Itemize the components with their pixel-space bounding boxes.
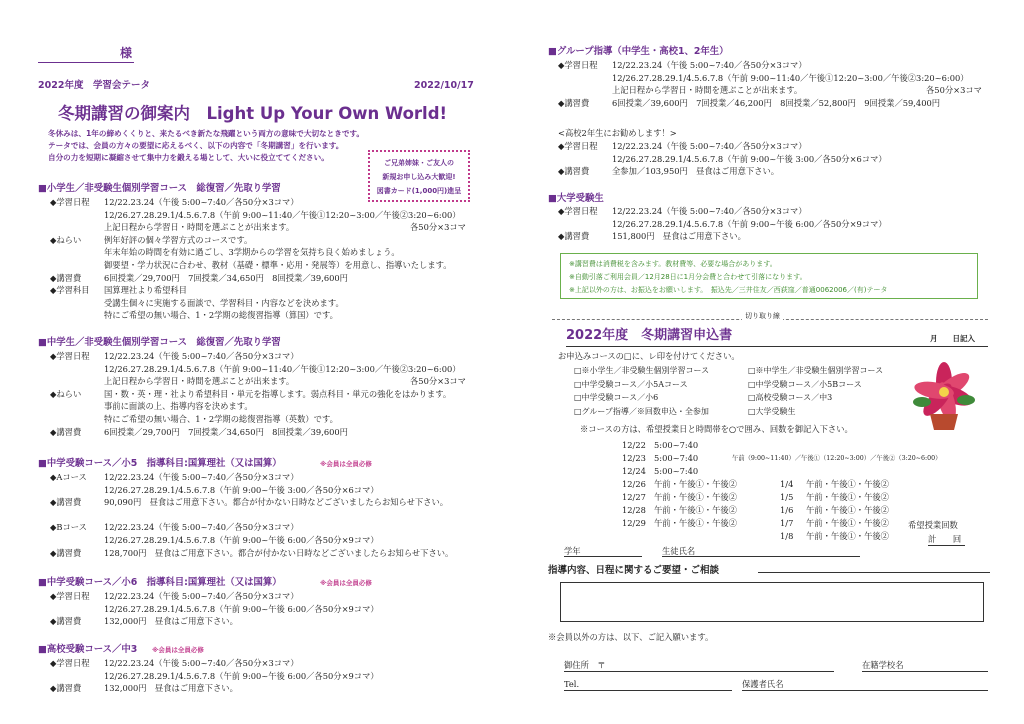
schedule-date: 12/26 <box>622 479 646 489</box>
section-note: ※会員は全員必修 <box>320 460 372 468</box>
schedule-date: 1/8 <box>780 531 794 541</box>
row-value: 6回授業／29,700円 7回授業／34,650円 8回授業／39,600円 <box>104 426 348 437</box>
intro-text <box>48 128 364 164</box>
row-value: 12/22.23.24（午後 5:00~7:40／各50分×3コマ） <box>612 206 807 216</box>
note-line: ※自動引落ご利用会員／12月28日に1月分会費と合わせて引落になります。 <box>569 273 807 281</box>
schedule-slots[interactable]: 午前・午後①・午後② <box>654 492 737 502</box>
student-name-field[interactable] <box>662 556 860 557</box>
row-value: 上記日程から学習日・時間を選ぶことが出来ます。 <box>612 85 803 96</box>
schedule-slots[interactable]: 午前・午後①・午後② <box>806 518 889 528</box>
row-label: ◆Bコース <box>50 522 87 533</box>
flower-pot <box>930 414 958 430</box>
student-name-label: 生徒氏名 <box>662 546 696 556</box>
row-value: 132,000円 昼食はご用意下さい。 <box>104 683 238 694</box>
form-title: 2022年度 冬期講習申込書 <box>566 328 733 343</box>
section-title: ■高校受験コース／中3 <box>38 644 138 655</box>
guardian-field[interactable] <box>742 690 988 691</box>
grade-field[interactable] <box>564 556 642 557</box>
row-value: 国算理社より希望科目 <box>104 285 187 296</box>
group-section-title: ■グループ指導（中学生・高校1、2年生） <box>548 46 729 57</box>
row-value: 12/22.23.24（午後 5:00~7:40／各50分×3コマ） <box>104 658 299 668</box>
schedule-slots[interactable]: 午前・午後①・午後② <box>806 492 889 502</box>
section-note: ※会員は全員必修 <box>152 646 204 654</box>
row-label: ◆講習費 <box>50 616 82 627</box>
row-value: 12/22.23.24（午後 5:00~7:40／各50分×3コマ） <box>104 197 299 207</box>
row-value: 12/22.23.24（午後 5:00~7:40／各50分×3コマ） <box>104 351 299 361</box>
row-value: 12/26.27.28.29.1/4.5.6.7.8（午前 9:00~午後 6:00／各50分×9コマ） <box>104 603 379 614</box>
request-title: 指導内容、日程に関するご要望・ご相談 <box>548 565 720 576</box>
schedule-slots[interactable]: 午前・午後①・午後② <box>806 505 889 515</box>
row-label: ◆講習費 <box>558 231 590 242</box>
row-label: ◆講習費 <box>50 547 82 558</box>
row-label: ◆学習科目 <box>50 285 90 296</box>
header-organization: 2022年度 学習会テータ <box>38 80 150 91</box>
schedule-date: 1/4 <box>780 479 794 489</box>
row-value: 6回授業／29,700円 7回授業／34,650円 8回授業／39,600円 <box>104 272 348 283</box>
promo-line: 図書カード(1,000円)進呈 <box>376 187 462 195</box>
cut-label: 切り取り線 <box>742 312 783 321</box>
intro-line: 自分の力を短期に凝縮させて集中力を鍛える場として、大いに役立ててください。 <box>48 153 329 162</box>
row-label: ◆学習日程 <box>50 351 90 361</box>
row-label: ◆講習費 <box>558 97 590 108</box>
row-value: 90,090円 昼食はご用意下さい。都合が付かない日時などございましたらお知らせ下さい。 <box>104 497 449 508</box>
row-value: 上記日程から学習日・時間を選ぶことが出来ます。 <box>104 222 295 233</box>
row-value: 12/26.27.28.29.1/4.5.6.7.8（午前 9:00~11:40／午後①12:20~3:00／午後②3:20~6:00） <box>104 209 461 220</box>
row-value: 12/26.27.28.29.1/4.5.6.7.8（午前 9:00~11:40／午後①12:20~3:00／午後②3:20~6:00） <box>104 363 461 374</box>
course-checkbox[interactable]: □高校受験コース／中3 <box>748 393 833 403</box>
note-line: ※上記以外の方は、お振込をお願いします。 振込先／三井住友／西荻窪／普通0062006／(有)テータ <box>569 286 888 294</box>
row-label: ◆講習費 <box>558 166 590 177</box>
schedule-date: 12/22 <box>622 440 646 450</box>
row-value: 12/26.27.28.29.1/4.5.6.7.8（午前 9:00~午後 3:00／各50分×6コマ） <box>612 153 887 164</box>
promo-line: ご兄弟姉妹・ご友人の <box>384 159 454 167</box>
row-value: 12/22.23.24（午後 5:00~7:40／各50分×3コマ） <box>104 591 299 601</box>
course-checkbox[interactable]: □大学受験生 <box>748 406 796 416</box>
note-line: ※講習費は消費税を含みます。教材費等、必要な場合があります。 <box>569 260 777 268</box>
row-value: 特にご希望の無い場合、1・2学期の総復習指導（算国）です。 <box>104 310 338 321</box>
row-value: 132,000円 昼食はご用意下さい。 <box>104 616 238 627</box>
addressee-sama: 様 <box>120 46 133 60</box>
time-legend: 午前（9:00~11:40）／午後①（12:20~3:00）／午後②（3:20~6:00） <box>732 455 942 462</box>
row-value: 例年好評の個々学習方式のコースです。 <box>104 234 253 245</box>
schedule-slots[interactable]: 午前・午後①・午後② <box>654 479 737 489</box>
course-checkbox[interactable]: □グループ指導／※回数申込・全参加 <box>574 406 709 416</box>
row-label: ◆学習日程 <box>558 60 598 70</box>
promo-box <box>368 150 470 202</box>
schedule-slots[interactable]: 午前・午後①・午後② <box>654 518 737 528</box>
intro-line: 冬休みは、1年の締めくくりと、来たるべき新たな飛躍という両方の意味で大切なときです。 <box>48 129 365 138</box>
form-title-underline <box>566 346 988 347</box>
row-label: ◆ねらい <box>50 388 82 399</box>
address-label: 御住所 〒 <box>564 660 606 670</box>
univ-section-title: ■大学受験生 <box>548 193 604 204</box>
course-checkbox[interactable]: □中学受験コース／小5Aコース <box>574 379 688 389</box>
row-value: 128,700円 昼食はご用意下さい。都合が付かない日時などございましたらお知らせ下さい。 <box>104 547 454 558</box>
addressee-line <box>38 62 134 63</box>
schedule-slots[interactable]: 午前・午後①・午後② <box>806 531 889 541</box>
form-date: 月 日記入 <box>930 334 975 343</box>
row-value: 12/22.23.24（午後 5:00~7:40／各50分×3コマ） <box>104 522 299 533</box>
course-checkbox[interactable]: □※小学生／非受験生個別学習コース <box>574 366 710 375</box>
nonmember-note: ※会員以外の方は、以下、ご記入願います。 <box>548 632 714 642</box>
guardian-label: 保護者氏名 <box>742 679 784 689</box>
schedule-slots[interactable]: 午前・午後①・午後② <box>654 505 737 515</box>
row-value: 年末年始の時間を有効に過ごし、3学期からの学習を気持ち良く始めましょう。 <box>104 247 400 258</box>
row-label: ◆学習日程 <box>50 197 90 207</box>
course-checkbox[interactable]: □中学受験コース／小6 <box>574 393 659 403</box>
row-value: 全参加／103,950円 昼食はご用意下さい。 <box>612 166 780 177</box>
row-value: 151,800円 昼食はご用意下さい。 <box>612 231 746 242</box>
row-value: 受講生個々に実施する面談で、学習科目・内容などを決めます。 <box>104 297 344 308</box>
promo-line: 新規お申し込み大歓迎! <box>382 173 456 181</box>
time-instruction: ※コースの方は、希望授業日と時間帯を○で囲み、回数を御記入下さい。 <box>580 424 853 434</box>
row-value: 12/22.23.24（午後 5:00~7:40／各50分×3コマ） <box>612 60 807 70</box>
row-value: 12/26.27.28.29.1/4.5.6.7.8（午前 9:00~11:40／午後①12:20~3:00／午後②3:20~6:00） <box>612 72 969 83</box>
schedule-date: 1/6 <box>780 505 794 515</box>
schedule-date: 12/29 <box>622 518 646 528</box>
row-label: ◆学習日程 <box>558 141 598 151</box>
row-value: 事前に面談の上、指導内容を決めます。 <box>104 401 253 412</box>
schedule-slots[interactable]: 5:00~7:40 <box>654 453 699 463</box>
course-checkbox[interactable]: □中学受験コース／小5Bコース <box>748 379 862 389</box>
row-label: ◆講習費 <box>50 683 82 694</box>
row-label: ◆講習費 <box>50 426 82 437</box>
school-label: 在籍学校名 <box>862 660 904 670</box>
koukou2-heading: <高校2年生にお勧めします！> <box>558 128 677 138</box>
schedule-date: 12/28 <box>622 505 646 515</box>
notes-box <box>560 253 978 299</box>
row-label: ◆学習日程 <box>50 591 90 601</box>
hope-count-total[interactable]: 計 回 <box>928 534 965 546</box>
row-value: 12/26.27.28.29.1/4.5.6.7.8（午前 9:00~午後 6:00／各50分×9コマ） <box>612 218 887 229</box>
schedule-slots[interactable]: 5:00~7:40 <box>654 466 699 476</box>
school-field[interactable] <box>862 671 988 672</box>
course-checkboxes <box>574 364 914 418</box>
row-value: 上記日程から学習日・時間を選ぶことが出来ます。 <box>104 376 295 387</box>
row-label: ◆学習日程 <box>50 658 90 668</box>
flower-leaves <box>913 362 975 423</box>
schedule-date: 12/23 <box>622 453 646 463</box>
row-value: 特にご希望の無い場合、1・2学期の総復習指導（英数）です。 <box>104 414 338 424</box>
hope-count-label: 希望授業回数 <box>908 520 958 530</box>
row-value: 12/22.23.24（午後 5:00~7:40／各50分×3コマ） <box>612 141 807 151</box>
row-value: 御要望・学力状況に合わせ、教材（基礎・標準・応用・発展等）を用意し、指導いたします。 <box>104 260 452 270</box>
row-value: 12/26.27.28.29.1/4.5.6.7.8（午前 9:00~午後 3:00／各50分×6コマ） <box>104 484 379 495</box>
intro-line: テータでは、会員の方々の要望に応えるべく、以下の内容で「冬期講習」を行います。 <box>48 141 344 150</box>
row-label: ◆Aコース <box>50 472 87 482</box>
section-title: ■小学生／非受験生個別学習コース 総復習／先取り学習 <box>38 183 281 194</box>
schedule-date: 1/7 <box>780 518 794 528</box>
row-value: 12/26.27.28.29.1/4.5.6.7.8（午前 9:00~午後 6:00／各50分×9コマ） <box>104 670 379 681</box>
row-label: ◆ねらい <box>50 234 82 245</box>
row-value: 12/22.23.24（午後 5:00~7:40／各50分×3コマ） <box>104 472 299 482</box>
schedule-date: 12/27 <box>622 492 646 502</box>
row-label: ◆学習日程 <box>558 206 598 216</box>
section-title: ■中学生／非受験生個別学習コース 総復習／先取り学習 <box>38 337 281 348</box>
header-date: 2022/10/17 <box>414 80 474 91</box>
poinsettia-image <box>906 358 982 434</box>
row-value: 12/26.27.28.29.1/4.5.6.7.8（午前 9:00~午後 6:00／各50分×9コマ） <box>104 535 379 545</box>
section-note: ※会員は全員必修 <box>320 579 372 587</box>
course-checkbox[interactable]: □※中学生／非受験生個別学習コース <box>748 366 884 375</box>
request-title-line <box>758 572 990 573</box>
tel-label: Tel. <box>564 679 580 689</box>
row-extra: 各50分×3コマ <box>926 85 982 96</box>
schedule-date: 12/24 <box>622 466 646 476</box>
schedule-slots[interactable]: 午前・午後①・午後② <box>806 479 889 489</box>
request-textarea[interactable] <box>560 582 984 622</box>
address-field[interactable] <box>564 671 834 672</box>
form-instruction: お申込みコースの□に、レ印を付けてください。 <box>558 351 740 361</box>
page-title: 冬期講習の御案内 Light Up Your Own World! <box>58 104 448 123</box>
row-label: ◆講習費 <box>50 497 82 508</box>
schedule-date: 1/5 <box>780 492 794 502</box>
section-title: ■中学受験コース／小6 指導科目:国算理社（又は国算） <box>38 577 282 588</box>
section-title: ■中学受験コース／小5 指導科目:国算理社（又は国算） <box>38 458 282 469</box>
row-value: 6回授業／39,600円 7回授業／46,200円 8回授業／52,800円 9回授業／59,400円 <box>612 97 941 108</box>
grade-label: 学年 <box>564 546 581 556</box>
schedule-slots[interactable]: 5:00~7:40 <box>654 440 699 450</box>
row-extra: 各50分×3コマ <box>410 222 466 233</box>
row-value: 国・数・英・理・社より希望科目・単元を指導します。弱点科目・単元の強化をはかります。 <box>104 388 452 399</box>
row-label: ◆講習費 <box>50 272 82 283</box>
tel-field[interactable] <box>564 690 732 691</box>
row-extra: 各50分×3コマ <box>410 376 466 387</box>
